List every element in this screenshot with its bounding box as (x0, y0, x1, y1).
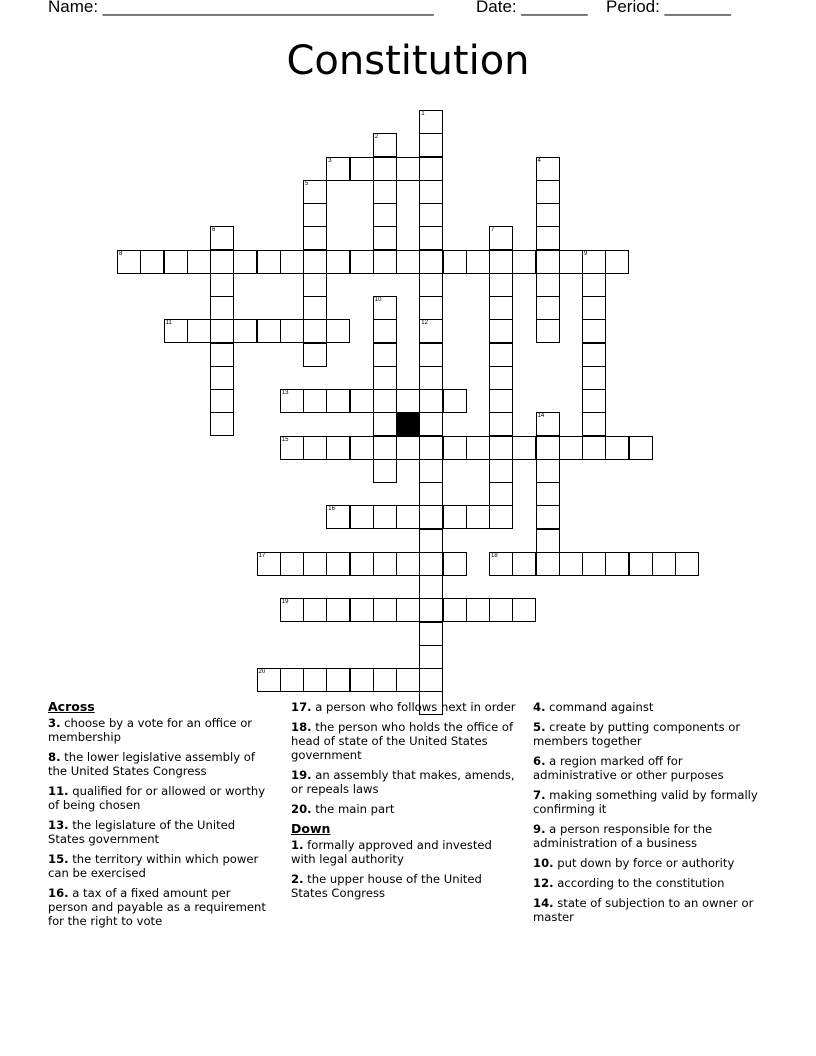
crossword-cell[interactable] (396, 668, 420, 692)
crossword-cell[interactable] (350, 505, 374, 529)
crossword-cell[interactable] (140, 250, 164, 274)
page-title: Constitution (286, 38, 530, 84)
clue-down-7: 7. making something valid by formally confirming it (533, 788, 758, 816)
crossword-cell[interactable] (350, 157, 374, 181)
crossword-cell[interactable] (605, 250, 629, 274)
crossword-cell[interactable] (396, 552, 420, 576)
crossword-cell[interactable] (419, 668, 443, 692)
crossword-cell[interactable] (396, 436, 420, 460)
clue-number-label: 16 (328, 506, 335, 513)
crossword-cell[interactable] (326, 552, 350, 576)
crossword-cell[interactable] (512, 250, 536, 274)
crossword-cell[interactable] (489, 505, 513, 529)
crossword-cell[interactable] (489, 319, 513, 343)
crossword-cell[interactable] (466, 598, 490, 622)
crossword-cell[interactable] (257, 668, 281, 692)
clue-number-label: 11 (165, 320, 172, 327)
crossword-cell[interactable] (419, 412, 443, 436)
crossword-cell[interactable] (419, 203, 443, 227)
crossword-cell[interactable] (303, 180, 327, 204)
crossword-cell[interactable] (419, 226, 443, 250)
crossword-cell[interactable] (512, 598, 536, 622)
clue-across-15: 15. the territory within which power can be exercised (48, 852, 259, 880)
crossword-cell[interactable] (419, 250, 443, 274)
crossword-cell[interactable] (466, 250, 490, 274)
crossword-cell[interactable] (536, 157, 560, 181)
crossword-cell[interactable] (210, 226, 234, 250)
clue-number-label: 8 (119, 250, 123, 257)
crossword-cell[interactable] (303, 250, 327, 274)
crossword-cell[interactable] (419, 389, 443, 413)
crossword-cell[interactable] (489, 343, 513, 367)
crossword-cell[interactable] (210, 250, 234, 274)
crossword-cell[interactable] (582, 273, 606, 297)
crossword-cell[interactable] (326, 389, 350, 413)
crossword-cell[interactable] (419, 180, 443, 204)
crossword-cell[interactable] (419, 319, 443, 343)
crossword-cell[interactable] (303, 668, 327, 692)
crossword-cell[interactable] (187, 250, 211, 274)
clue-number-label: 10 (374, 297, 382, 303)
crossword-cell[interactable] (536, 552, 560, 576)
crossword-cell[interactable] (443, 436, 467, 460)
crossword-cell[interactable] (443, 552, 467, 576)
crossword-cell[interactable] (466, 436, 490, 460)
crossword-cell[interactable] (419, 436, 443, 460)
crossword-cell[interactable] (559, 552, 583, 576)
crossword-cell[interactable] (559, 250, 583, 274)
crossword-cell[interactable] (629, 436, 653, 460)
crossword-cell[interactable] (419, 482, 443, 506)
crossword-cell[interactable] (303, 389, 327, 413)
crossword-cell[interactable] (489, 250, 513, 274)
crossword-cell[interactable] (443, 389, 467, 413)
clue-across-18: 18. the person who holds the office of head of state of the United States government (291, 720, 514, 762)
crossword-block-cell (396, 412, 420, 436)
crossword-cell[interactable] (257, 250, 281, 274)
clues-column-1 (48, 700, 273, 934)
crossword-cell[interactable] (536, 319, 560, 343)
crossword-cell[interactable] (350, 598, 374, 622)
crossword-cell[interactable] (419, 645, 443, 669)
crossword-cell[interactable] (326, 668, 350, 692)
crossword-cell[interactable] (373, 366, 397, 390)
crossword-cell[interactable] (280, 389, 304, 413)
crossword-cell[interactable] (489, 482, 513, 506)
crossword-cell[interactable] (210, 296, 234, 320)
crossword-cell[interactable] (536, 529, 560, 553)
crossword-cell[interactable] (373, 343, 397, 367)
crossword-cell[interactable] (303, 273, 327, 297)
clue-across-16: 16. a tax of a fixed amount per person and payable as a requirement for the right to vote (48, 886, 266, 928)
clue-number-label: 18 (491, 552, 498, 559)
clue-down-14: 14. state of subjection to an owner or master (533, 896, 754, 924)
clue-across-17: 17. a person who follows next in order (291, 700, 516, 714)
crossword-cell[interactable] (489, 552, 513, 576)
crossword-cell[interactable] (605, 436, 629, 460)
crossword-cell[interactable] (536, 273, 560, 297)
crossword-cell[interactable] (326, 505, 350, 529)
crossword-cell[interactable] (373, 226, 397, 250)
crossword-cell[interactable] (489, 366, 513, 390)
clue-number-label: 14 (537, 413, 545, 420)
crossword-cell[interactable] (419, 157, 443, 181)
crossword-cell[interactable] (350, 668, 374, 692)
clue-number-label: 4 (537, 157, 541, 164)
crossword-cell[interactable] (280, 250, 304, 274)
clue-across-13: 13. the legislature of the United States government (48, 818, 236, 846)
crossword-cell[interactable] (210, 273, 234, 297)
crossword-cell[interactable] (536, 180, 560, 204)
crossword-cell[interactable] (373, 668, 397, 692)
crossword-cell[interactable] (419, 529, 443, 553)
clue-number-label: 15 (281, 436, 289, 443)
crossword-cell[interactable] (303, 552, 327, 576)
crossword-cell[interactable] (280, 319, 304, 343)
crossword-cell[interactable] (280, 436, 304, 460)
crossword-cell[interactable] (326, 250, 350, 274)
crossword-cell[interactable] (326, 598, 350, 622)
crossword-cell[interactable] (210, 343, 234, 367)
crossword-cell[interactable] (536, 226, 560, 250)
clue-number-label: 20 (258, 669, 266, 675)
crossword-cell[interactable] (536, 250, 560, 274)
clue-down-6: 6. a region marked off for administrative or other purposes (533, 754, 724, 782)
crossword-cell[interactable] (419, 133, 443, 157)
across-heading: Across (48, 699, 95, 714)
clues-column-3 (533, 700, 763, 930)
crossword-cell[interactable] (303, 343, 327, 367)
crossword-cell[interactable] (489, 389, 513, 413)
crossword-cell[interactable] (536, 482, 560, 506)
clue-down-2: 2. the upper house of the United States Congress (291, 872, 482, 900)
crossword-cell[interactable] (512, 552, 536, 576)
crossword-cell[interactable] (512, 436, 536, 460)
clue-across-11: 11. qualified for or allowed or worthy of being chosen (48, 784, 266, 812)
crossword-cell[interactable] (396, 157, 420, 181)
clue-number-label: 1 (421, 111, 425, 117)
crossword-cell[interactable] (233, 250, 257, 274)
name-field-label: Name: ___________________________________ (48, 0, 434, 16)
crossword-cell[interactable] (489, 459, 513, 483)
crossword-cell[interactable] (326, 157, 350, 181)
clue-number-label: 5 (305, 180, 309, 187)
crossword-cell[interactable] (373, 505, 397, 529)
crossword-cell[interactable] (489, 598, 513, 622)
crossword-cell[interactable] (350, 250, 374, 274)
crossword-cell[interactable] (373, 133, 397, 157)
crossword-cell[interactable] (303, 203, 327, 227)
date-field-label: Date: _______ (476, 0, 588, 16)
crossword-cell[interactable] (303, 319, 327, 343)
crossword-cell[interactable] (117, 250, 141, 274)
crossword-cell[interactable] (536, 436, 560, 460)
crossword-cell[interactable] (419, 110, 443, 134)
crossword-cell[interactable] (350, 389, 374, 413)
clue-across-3: 3. choose by a vote for an office or membership (48, 716, 253, 744)
clues-column-2 (291, 700, 516, 906)
crossword-cell[interactable] (582, 250, 606, 274)
clue-number-label: 9 (584, 250, 588, 257)
crossword-cell[interactable] (582, 436, 606, 460)
crossword-cell[interactable] (419, 343, 443, 367)
crossword-cell[interactable] (489, 273, 513, 297)
crossword-cell[interactable] (303, 436, 327, 460)
crossword-cell[interactable] (326, 319, 350, 343)
crossword-cell[interactable] (582, 319, 606, 343)
crossword-cell[interactable] (373, 598, 397, 622)
crossword-cell[interactable] (257, 319, 281, 343)
crossword-cell[interactable] (396, 598, 420, 622)
crossword-cell[interactable] (419, 273, 443, 297)
crossword-cell[interactable] (419, 598, 443, 622)
crossword-cell[interactable] (582, 366, 606, 390)
crossword-cell[interactable] (536, 203, 560, 227)
crossword-cell[interactable] (164, 250, 188, 274)
clue-down-4: 4. command against (533, 700, 654, 714)
crossword-cell[interactable] (373, 412, 397, 436)
crossword-cell[interactable] (443, 250, 467, 274)
clue-down-12: 12. according to the constitution (533, 876, 725, 890)
crossword-cell[interactable] (582, 343, 606, 367)
down-heading: Down (291, 821, 331, 836)
crossword-cell[interactable] (210, 319, 234, 343)
crossword-cell[interactable] (489, 226, 513, 250)
crossword-cell[interactable] (419, 552, 443, 576)
crossword-cell[interactable] (350, 436, 374, 460)
crossword-cell[interactable] (396, 250, 420, 274)
crossword-cell[interactable] (350, 552, 374, 576)
crossword-cell[interactable] (373, 552, 397, 576)
crossword-cell[interactable] (536, 412, 560, 436)
crossword-cell[interactable] (396, 505, 420, 529)
clue-across-8: 8. the lower legislative assembly of the United States Congress (48, 750, 255, 778)
crossword-cell[interactable] (582, 296, 606, 320)
crossword-cell[interactable] (303, 598, 327, 622)
crossword-cell[interactable] (373, 180, 397, 204)
crossword-cell[interactable] (373, 157, 397, 181)
clue-number-label: 12 (421, 320, 428, 327)
crossword-cell[interactable] (303, 226, 327, 250)
crossword-cell[interactable] (373, 203, 397, 227)
clue-number-label: 19 (281, 599, 289, 606)
crossword-cell[interactable] (164, 319, 188, 343)
crossword-cell[interactable] (652, 552, 676, 576)
crossword-cell[interactable] (675, 552, 699, 576)
crossword-cell[interactable] (419, 505, 443, 529)
crossword-cell[interactable] (303, 296, 327, 320)
crossword-cell[interactable] (373, 319, 397, 343)
crossword-cell[interactable] (419, 575, 443, 599)
clue-number-label: 6 (212, 227, 216, 234)
crossword-cell[interactable] (419, 296, 443, 320)
crossword-cell[interactable] (280, 552, 304, 576)
crossword-cell[interactable] (373, 436, 397, 460)
crossword-cell[interactable] (233, 319, 257, 343)
crossword-cell[interactable] (419, 459, 443, 483)
crossword-cell[interactable] (559, 436, 583, 460)
crossword-cell[interactable] (489, 412, 513, 436)
clue-across-19: 19. an assembly that makes, amends, or repeals laws (291, 768, 515, 796)
crossword-cell[interactable] (489, 436, 513, 460)
clue-down-5: 5. create by putting components or members together (533, 720, 741, 748)
clue-down-1: 1. formally approved and invested with legal authority (291, 838, 492, 866)
crossword-cell[interactable] (396, 389, 420, 413)
period-field-label: Period: _______ (606, 0, 731, 16)
clue-number-label: 7 (491, 227, 495, 234)
crossword-cell[interactable] (210, 366, 234, 390)
crossword-cell[interactable] (582, 389, 606, 413)
clue-across-20: 20. the main part (291, 802, 395, 816)
clue-number-label: 3 (328, 157, 332, 164)
crossword-cell[interactable] (443, 598, 467, 622)
crossword-cell[interactable] (210, 412, 234, 436)
clue-number-label: 13 (281, 390, 289, 396)
crossword-cell[interactable] (326, 436, 350, 460)
crossword-cell[interactable] (536, 459, 560, 483)
crossword-cell[interactable] (605, 552, 629, 576)
clue-down-9: 9. a person responsible for the administration of a business (533, 822, 713, 850)
clue-down-10: 10. put down by force or authority (533, 856, 735, 870)
crossword-cell[interactable] (419, 366, 443, 390)
crossword-cell[interactable] (629, 552, 653, 576)
crossword-cell[interactable] (536, 296, 560, 320)
crossword-cell[interactable] (489, 296, 513, 320)
crossword-cell[interactable] (466, 505, 490, 529)
clue-number-label: 17 (258, 552, 266, 559)
crossword-cell[interactable] (373, 389, 397, 413)
crossword-cell[interactable] (280, 598, 304, 622)
crossword-cell[interactable] (443, 505, 467, 529)
crossword-cell[interactable] (373, 250, 397, 274)
crossword-cell[interactable] (280, 668, 304, 692)
crossword-cell[interactable] (582, 552, 606, 576)
crossword-cell[interactable] (187, 319, 211, 343)
crossword-cell[interactable] (536, 505, 560, 529)
crossword-cell[interactable] (419, 622, 443, 646)
crossword-cell[interactable] (373, 296, 397, 320)
crossword-cell[interactable] (582, 412, 606, 436)
crossword-cell[interactable] (257, 552, 281, 576)
crossword-cell[interactable] (373, 459, 397, 483)
clue-number-label: 2 (374, 134, 379, 141)
crossword-cell[interactable] (210, 389, 234, 413)
